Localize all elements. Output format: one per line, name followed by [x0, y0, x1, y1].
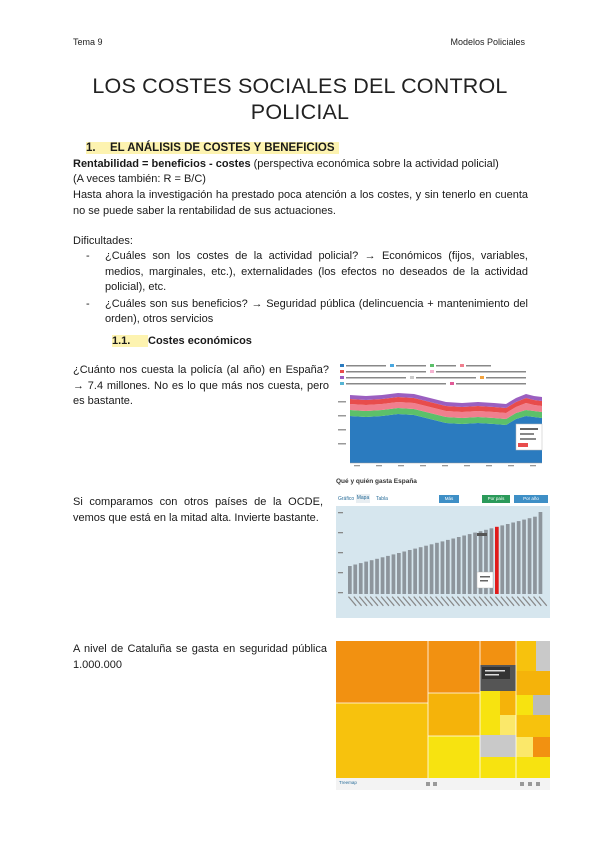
formula-alt: (A veces también: R = B/C)	[73, 173, 206, 185]
bar-country	[451, 539, 455, 595]
oecd-bars-graphic	[336, 506, 550, 618]
bar-country	[364, 562, 368, 594]
formula-line	[73, 157, 528, 173]
bar-country	[468, 534, 472, 594]
bar-country	[441, 541, 445, 594]
catalonia-paragraph: A nivel de Cataluña se gasta en seguridad pública 1.000.000	[73, 643, 327, 671]
list-item: - ¿Cuáles son los costes de la actividad policial? → Económicos (fijos, variables, medios, marginales, etc.), externalidades (los efectos no deseados de la actividad policial), etc.	[86, 250, 528, 293]
page-title: LOS COSTES SOCIALES DEL CONTROL POLICIAL	[92, 74, 508, 124]
catalonia-treemap	[336, 641, 550, 790]
bar-country	[533, 517, 537, 594]
bar-country	[473, 533, 477, 594]
bar-country	[381, 557, 385, 594]
bar-country	[435, 543, 439, 594]
bar-country	[462, 536, 466, 595]
formula-bold: Rentabilidad = beneficios - costes	[73, 158, 251, 170]
intro-paragraph: Hasta ahora la investigación ha prestado poca atención a los costes, y sin tenerlo en cuenta no se puede saber la rentabilidad de sus actuaciones.	[73, 189, 528, 217]
section-1-title: EL ANÁLISIS DE COSTES Y BENEFICIOS	[110, 142, 335, 154]
tab-chart: Gráfico	[338, 496, 355, 502]
bar-country	[528, 518, 532, 594]
section-1-1-title: Costes económicos	[148, 335, 252, 347]
section-1-heading	[86, 142, 339, 154]
bar-country	[402, 552, 406, 595]
bar-country	[359, 563, 363, 594]
bar-country	[370, 560, 374, 594]
bar-country	[457, 537, 461, 594]
bar-country	[517, 521, 521, 594]
x-axis-ticks	[354, 465, 536, 466]
button-by-year: Por año	[514, 495, 548, 503]
bar-country	[408, 550, 412, 594]
section-1-1-heading	[112, 335, 252, 347]
bar-country	[419, 547, 423, 594]
tab-map: Mapa	[356, 495, 370, 501]
bar-country	[511, 523, 515, 595]
bar-country	[348, 566, 352, 594]
button-by-country: Por país	[482, 495, 510, 503]
section-1-number: 1.	[86, 142, 96, 154]
bar-country	[522, 520, 526, 594]
figure-title: Qué y quién gasta España	[336, 478, 417, 485]
bar-country	[500, 525, 504, 594]
bar-country	[392, 554, 396, 594]
oecd-bar-chart	[336, 478, 550, 618]
bar-country	[397, 553, 401, 594]
tab-table: Tabla	[376, 496, 388, 502]
bar-country	[353, 565, 357, 594]
legend	[340, 364, 526, 385]
bar-spain	[495, 527, 499, 594]
treemap-graphic	[336, 641, 550, 790]
y-axis-ticks	[338, 401, 346, 445]
treemap-footer: Treemap	[339, 780, 357, 785]
formula-rest: (perspectiva económica sobre la actividad policial)	[250, 158, 499, 170]
bar-country	[506, 524, 510, 594]
spain-cost-paragraph: ¿Cuánto nos cuesta la policía (al año) en España? → 7.4 millones. No es lo que más nos cuesta, pero es bastante.	[73, 364, 329, 407]
spending-area-chart	[336, 361, 550, 470]
oecd-paragraph: Si comparamos con otros países de la OCDE, vemos que está en la mitad alta. Invierte bastante.	[73, 496, 323, 524]
area-chart-graphic	[336, 361, 550, 470]
header-topic: Tema 9	[73, 37, 103, 47]
bar-country	[539, 512, 543, 594]
bar-country	[375, 559, 379, 594]
bar-country	[413, 549, 417, 594]
difficulties-list	[86, 249, 528, 329]
bar-country	[446, 540, 450, 594]
bar-country	[386, 556, 390, 594]
list-item: - ¿Cuáles son sus beneficios? → Seguridad pública (delincuencia + mantenimiento del orden), otros servicios	[86, 297, 528, 325]
button-more: Más	[439, 495, 459, 503]
section-1-1-number: 1.1.	[112, 335, 131, 347]
difficulties-label: Dificultades:	[73, 235, 133, 247]
header-course: Modelos Policiales	[450, 37, 525, 47]
bar-country	[430, 544, 434, 594]
bar-country	[424, 546, 428, 594]
